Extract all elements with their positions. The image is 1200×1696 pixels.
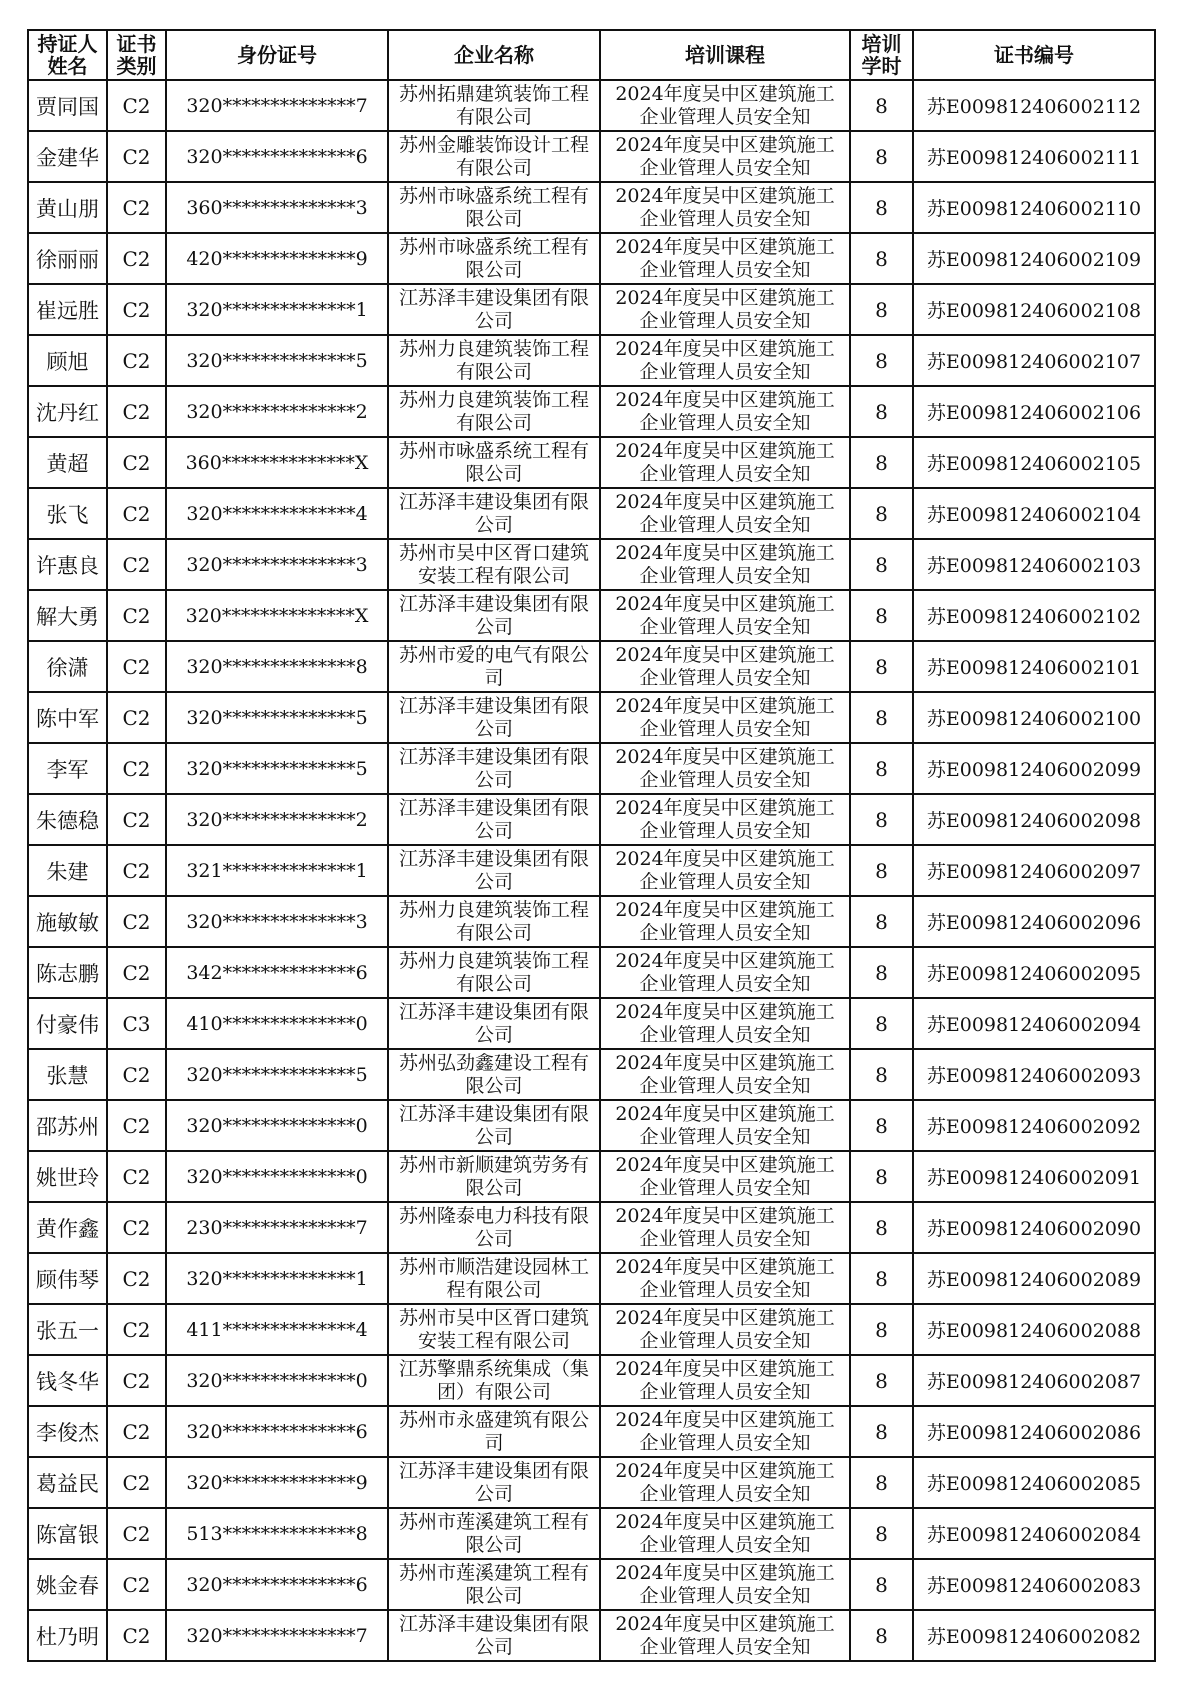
table-row bbox=[28, 1610, 1155, 1661]
cert-number-cell: 苏E009812406002088 bbox=[913, 1304, 1155, 1355]
company-cell: 江苏泽丰建设集团有限公司 bbox=[388, 794, 600, 845]
company-cell: 苏州市吴中区胥口建筑安装工程有限公司 bbox=[388, 1304, 600, 1355]
table-row bbox=[28, 1406, 1155, 1457]
id-number-cell: 320**************X bbox=[166, 590, 388, 641]
holder-name-cell: 李俊杰 bbox=[28, 1406, 107, 1457]
cert-number-cell: 苏E009812406002109 bbox=[913, 233, 1155, 284]
cert-number-cell: 苏E009812406002085 bbox=[913, 1457, 1155, 1508]
cert-type-cell: C2 bbox=[107, 896, 166, 947]
hours-cell: 8 bbox=[850, 233, 913, 284]
cert-type-cell: C2 bbox=[107, 1100, 166, 1151]
hours-cell: 8 bbox=[850, 488, 913, 539]
id-number-cell: 320**************0 bbox=[166, 1355, 388, 1406]
company-cell: 苏州市永盛建筑有限公司 bbox=[388, 1406, 600, 1457]
id-number-cell: 320**************7 bbox=[166, 80, 388, 131]
holder-name-cell: 杜乃明 bbox=[28, 1610, 107, 1661]
holder-name-cell: 陈中军 bbox=[28, 692, 107, 743]
holder-name-cell: 钱冬华 bbox=[28, 1355, 107, 1406]
id-number-cell: 320**************9 bbox=[166, 1457, 388, 1508]
course-cell: 2024年度吴中区建筑施工企业管理人员安全知 bbox=[600, 335, 850, 386]
course-cell: 2024年度吴中区建筑施工企业管理人员安全知 bbox=[600, 998, 850, 1049]
holder-name-cell: 葛益民 bbox=[28, 1457, 107, 1508]
table-row bbox=[28, 284, 1155, 335]
hours-cell: 8 bbox=[850, 641, 913, 692]
table-row bbox=[28, 896, 1155, 947]
id-number-cell: 320**************0 bbox=[166, 1100, 388, 1151]
company-cell: 苏州市爱的电气有限公司 bbox=[388, 641, 600, 692]
hours-cell: 8 bbox=[850, 335, 913, 386]
header-cert-type: 证书 类别 bbox=[107, 30, 166, 80]
header-row bbox=[28, 30, 1155, 80]
course-cell: 2024年度吴中区建筑施工企业管理人员安全知 bbox=[600, 743, 850, 794]
holder-name-cell: 崔远胜 bbox=[28, 284, 107, 335]
cert-number-cell: 苏E009812406002089 bbox=[913, 1253, 1155, 1304]
cert-type-cell: C2 bbox=[107, 386, 166, 437]
company-cell: 苏州市莲溪建筑工程有限公司 bbox=[388, 1559, 600, 1610]
course-cell: 2024年度吴中区建筑施工企业管理人员安全知 bbox=[600, 1508, 850, 1559]
company-cell: 苏州市莲溪建筑工程有限公司 bbox=[388, 1508, 600, 1559]
course-cell: 2024年度吴中区建筑施工企业管理人员安全知 bbox=[600, 539, 850, 590]
hours-cell: 8 bbox=[850, 743, 913, 794]
table-row bbox=[28, 1100, 1155, 1151]
course-cell: 2024年度吴中区建筑施工企业管理人员安全知 bbox=[600, 1151, 850, 1202]
table-row bbox=[28, 590, 1155, 641]
cert-number-cell: 苏E009812406002106 bbox=[913, 386, 1155, 437]
course-cell: 2024年度吴中区建筑施工企业管理人员安全知 bbox=[600, 947, 850, 998]
table-row bbox=[28, 437, 1155, 488]
cert-number-cell: 苏E009812406002103 bbox=[913, 539, 1155, 590]
table-row bbox=[28, 1151, 1155, 1202]
cert-number-cell: 苏E009812406002086 bbox=[913, 1406, 1155, 1457]
cert-type-cell: C2 bbox=[107, 1610, 166, 1661]
cert-type-cell: C2 bbox=[107, 1559, 166, 1610]
cert-type-cell: C2 bbox=[107, 692, 166, 743]
cert-type-cell: C2 bbox=[107, 1457, 166, 1508]
course-cell: 2024年度吴中区建筑施工企业管理人员安全知 bbox=[600, 80, 850, 131]
cert-number-cell: 苏E009812406002108 bbox=[913, 284, 1155, 335]
hours-cell: 8 bbox=[850, 539, 913, 590]
hours-cell: 8 bbox=[850, 1100, 913, 1151]
cert-type-cell: C2 bbox=[107, 488, 166, 539]
holder-name-cell: 解大勇 bbox=[28, 590, 107, 641]
table-row bbox=[28, 1049, 1155, 1100]
cert-number-cell: 苏E009812406002112 bbox=[913, 80, 1155, 131]
cert-type-cell: C2 bbox=[107, 539, 166, 590]
hours-cell: 8 bbox=[850, 182, 913, 233]
company-cell: 苏州弘劲鑫建设工程有限公司 bbox=[388, 1049, 600, 1100]
company-cell: 江苏擎鼎系统集成（集团）有限公司 bbox=[388, 1355, 600, 1406]
cert-type-cell: C2 bbox=[107, 1355, 166, 1406]
id-number-cell: 420**************9 bbox=[166, 233, 388, 284]
id-number-cell: 410**************0 bbox=[166, 998, 388, 1049]
company-cell: 江苏泽丰建设集团有限公司 bbox=[388, 998, 600, 1049]
cert-number-cell: 苏E009812406002090 bbox=[913, 1202, 1155, 1253]
table-row bbox=[28, 1559, 1155, 1610]
course-cell: 2024年度吴中区建筑施工企业管理人员安全知 bbox=[600, 896, 850, 947]
holder-name-cell: 沈丹红 bbox=[28, 386, 107, 437]
table-row bbox=[28, 947, 1155, 998]
holder-name-cell: 徐潇 bbox=[28, 641, 107, 692]
holder-name-cell: 黄作鑫 bbox=[28, 1202, 107, 1253]
id-number-cell: 320**************8 bbox=[166, 641, 388, 692]
id-number-cell: 320**************5 bbox=[166, 743, 388, 794]
table-row bbox=[28, 335, 1155, 386]
company-cell: 苏州市咏盛系统工程有限公司 bbox=[388, 437, 600, 488]
table-row bbox=[28, 539, 1155, 590]
course-cell: 2024年度吴中区建筑施工企业管理人员安全知 bbox=[600, 1049, 850, 1100]
cert-type-cell: C2 bbox=[107, 80, 166, 131]
id-number-cell: 320**************6 bbox=[166, 1559, 388, 1610]
cert-number-cell: 苏E009812406002104 bbox=[913, 488, 1155, 539]
cert-type-cell: C2 bbox=[107, 743, 166, 794]
company-cell: 苏州市顺浩建设园林工程有限公司 bbox=[388, 1253, 600, 1304]
holder-name-cell: 顾旭 bbox=[28, 335, 107, 386]
cert-number-cell: 苏E009812406002107 bbox=[913, 335, 1155, 386]
company-cell: 苏州市新顺建筑劳务有限公司 bbox=[388, 1151, 600, 1202]
header-holder-name: 持证人 姓名 bbox=[28, 30, 107, 80]
id-number-cell: 320**************3 bbox=[166, 539, 388, 590]
company-cell: 江苏泽丰建设集团有限公司 bbox=[388, 488, 600, 539]
cert-type-cell: C2 bbox=[107, 1202, 166, 1253]
cert-type-cell: C3 bbox=[107, 998, 166, 1049]
hours-cell: 8 bbox=[850, 1457, 913, 1508]
course-cell: 2024年度吴中区建筑施工企业管理人员安全知 bbox=[600, 1559, 850, 1610]
cert-number-cell: 苏E009812406002110 bbox=[913, 182, 1155, 233]
id-number-cell: 320**************5 bbox=[166, 692, 388, 743]
holder-name-cell: 张五一 bbox=[28, 1304, 107, 1355]
id-number-cell: 513**************8 bbox=[166, 1508, 388, 1559]
id-number-cell: 320**************1 bbox=[166, 284, 388, 335]
holder-name-cell: 施敏敏 bbox=[28, 896, 107, 947]
hours-cell: 8 bbox=[850, 1304, 913, 1355]
id-number-cell: 411**************4 bbox=[166, 1304, 388, 1355]
course-cell: 2024年度吴中区建筑施工企业管理人员安全知 bbox=[600, 1610, 850, 1661]
id-number-cell: 320**************1 bbox=[166, 1253, 388, 1304]
header-hours: 培训 学时 bbox=[850, 30, 913, 80]
hours-cell: 8 bbox=[850, 692, 913, 743]
hours-cell: 8 bbox=[850, 947, 913, 998]
holder-name-cell: 朱建 bbox=[28, 845, 107, 896]
company-cell: 江苏泽丰建设集团有限公司 bbox=[388, 845, 600, 896]
course-cell: 2024年度吴中区建筑施工企业管理人员安全知 bbox=[600, 1355, 850, 1406]
course-cell: 2024年度吴中区建筑施工企业管理人员安全知 bbox=[600, 1304, 850, 1355]
id-number-cell: 320**************2 bbox=[166, 386, 388, 437]
hours-cell: 8 bbox=[850, 1202, 913, 1253]
cert-number-cell: 苏E009812406002101 bbox=[913, 641, 1155, 692]
course-cell: 2024年度吴中区建筑施工企业管理人员安全知 bbox=[600, 641, 850, 692]
cert-type-cell: C2 bbox=[107, 1406, 166, 1457]
table-row bbox=[28, 80, 1155, 131]
course-cell: 2024年度吴中区建筑施工企业管理人员安全知 bbox=[600, 794, 850, 845]
id-number-cell: 342**************6 bbox=[166, 947, 388, 998]
company-cell: 苏州力良建筑装饰工程有限公司 bbox=[388, 896, 600, 947]
hours-cell: 8 bbox=[850, 1559, 913, 1610]
company-cell: 苏州拓鼎建筑装饰工程有限公司 bbox=[388, 80, 600, 131]
hours-cell: 8 bbox=[850, 590, 913, 641]
hours-cell: 8 bbox=[850, 1508, 913, 1559]
table-row bbox=[28, 1457, 1155, 1508]
holder-name-cell: 贾同国 bbox=[28, 80, 107, 131]
holder-name-cell: 张慧 bbox=[28, 1049, 107, 1100]
course-cell: 2024年度吴中区建筑施工企业管理人员安全知 bbox=[600, 284, 850, 335]
id-number-cell: 320**************2 bbox=[166, 794, 388, 845]
id-number-cell: 320**************5 bbox=[166, 1049, 388, 1100]
id-number-cell: 360**************3 bbox=[166, 182, 388, 233]
cert-type-cell: C2 bbox=[107, 590, 166, 641]
id-number-cell: 321**************1 bbox=[166, 845, 388, 896]
cert-number-cell: 苏E009812406002083 bbox=[913, 1559, 1155, 1610]
cert-number-cell: 苏E009812406002099 bbox=[913, 743, 1155, 794]
company-cell: 苏州力良建筑装饰工程有限公司 bbox=[388, 947, 600, 998]
holder-name-cell: 姚世玲 bbox=[28, 1151, 107, 1202]
company-cell: 江苏泽丰建设集团有限公司 bbox=[388, 1100, 600, 1151]
cert-number-cell: 苏E009812406002102 bbox=[913, 590, 1155, 641]
holder-name-cell: 朱德稳 bbox=[28, 794, 107, 845]
course-cell: 2024年度吴中区建筑施工企业管理人员安全知 bbox=[600, 488, 850, 539]
table-row bbox=[28, 1304, 1155, 1355]
company-cell: 江苏泽丰建设集团有限公司 bbox=[388, 284, 600, 335]
holder-name-cell: 黄山朋 bbox=[28, 182, 107, 233]
cert-type-cell: C2 bbox=[107, 641, 166, 692]
cert-number-cell: 苏E009812406002091 bbox=[913, 1151, 1155, 1202]
cert-type-cell: C2 bbox=[107, 284, 166, 335]
course-cell: 2024年度吴中区建筑施工企业管理人员安全知 bbox=[600, 1457, 850, 1508]
cert-number-cell: 苏E009812406002097 bbox=[913, 845, 1155, 896]
id-number-cell: 320**************3 bbox=[166, 896, 388, 947]
cert-type-cell: C2 bbox=[107, 1151, 166, 1202]
header-company: 企业名称 bbox=[388, 30, 600, 80]
header-cert-number: 证书编号 bbox=[913, 30, 1155, 80]
cert-number-cell: 苏E009812406002111 bbox=[913, 131, 1155, 182]
cert-number-cell: 苏E009812406002105 bbox=[913, 437, 1155, 488]
holder-name-cell: 陈富银 bbox=[28, 1508, 107, 1559]
cert-type-cell: C2 bbox=[107, 1049, 166, 1100]
hours-cell: 8 bbox=[850, 437, 913, 488]
table-row bbox=[28, 1508, 1155, 1559]
hours-cell: 8 bbox=[850, 284, 913, 335]
holder-name-cell: 张飞 bbox=[28, 488, 107, 539]
cert-type-cell: C2 bbox=[107, 1304, 166, 1355]
course-cell: 2024年度吴中区建筑施工企业管理人员安全知 bbox=[600, 1406, 850, 1457]
hours-cell: 8 bbox=[850, 131, 913, 182]
company-cell: 江苏泽丰建设集团有限公司 bbox=[388, 743, 600, 794]
holder-name-cell: 邵苏州 bbox=[28, 1100, 107, 1151]
cert-number-cell: 苏E009812406002098 bbox=[913, 794, 1155, 845]
company-cell: 江苏泽丰建设集团有限公司 bbox=[388, 1610, 600, 1661]
hours-cell: 8 bbox=[850, 896, 913, 947]
cert-type-cell: C2 bbox=[107, 233, 166, 284]
course-cell: 2024年度吴中区建筑施工企业管理人员安全知 bbox=[600, 1253, 850, 1304]
company-cell: 江苏泽丰建设集团有限公司 bbox=[388, 692, 600, 743]
hours-cell: 8 bbox=[850, 386, 913, 437]
id-number-cell: 320**************4 bbox=[166, 488, 388, 539]
holder-name-cell: 黄超 bbox=[28, 437, 107, 488]
cert-type-cell: C2 bbox=[107, 794, 166, 845]
hours-cell: 8 bbox=[850, 1253, 913, 1304]
table-row bbox=[28, 131, 1155, 182]
company-cell: 江苏泽丰建设集团有限公司 bbox=[388, 590, 600, 641]
table-body bbox=[28, 80, 1155, 1661]
holder-name-cell: 李军 bbox=[28, 743, 107, 794]
cert-number-cell: 苏E009812406002095 bbox=[913, 947, 1155, 998]
table-row bbox=[28, 641, 1155, 692]
company-cell: 江苏泽丰建设集团有限公司 bbox=[388, 1457, 600, 1508]
course-cell: 2024年度吴中区建筑施工企业管理人员安全知 bbox=[600, 1100, 850, 1151]
cert-type-cell: C2 bbox=[107, 437, 166, 488]
table-row bbox=[28, 794, 1155, 845]
hours-cell: 8 bbox=[850, 1610, 913, 1661]
table-row bbox=[28, 692, 1155, 743]
company-cell: 苏州市咏盛系统工程有限公司 bbox=[388, 233, 600, 284]
cert-type-cell: C2 bbox=[107, 1253, 166, 1304]
id-number-cell: 320**************7 bbox=[166, 1610, 388, 1661]
id-number-cell: 320**************6 bbox=[166, 131, 388, 182]
cert-type-cell: C2 bbox=[107, 131, 166, 182]
company-cell: 苏州力良建筑装饰工程有限公司 bbox=[388, 386, 600, 437]
course-cell: 2024年度吴中区建筑施工企业管理人员安全知 bbox=[600, 386, 850, 437]
company-cell: 苏州力良建筑装饰工程有限公司 bbox=[388, 335, 600, 386]
cert-type-cell: C2 bbox=[107, 1508, 166, 1559]
cert-number-cell: 苏E009812406002096 bbox=[913, 896, 1155, 947]
cert-type-cell: C2 bbox=[107, 335, 166, 386]
id-number-cell: 320**************5 bbox=[166, 335, 388, 386]
course-cell: 2024年度吴中区建筑施工企业管理人员安全知 bbox=[600, 131, 850, 182]
cert-type-cell: C2 bbox=[107, 947, 166, 998]
hours-cell: 8 bbox=[850, 1049, 913, 1100]
cert-number-cell: 苏E009812406002093 bbox=[913, 1049, 1155, 1100]
header-course: 培训课程 bbox=[600, 30, 850, 80]
holder-name-cell: 徐丽丽 bbox=[28, 233, 107, 284]
table-row bbox=[28, 182, 1155, 233]
table-row bbox=[28, 998, 1155, 1049]
hours-cell: 8 bbox=[850, 845, 913, 896]
hours-cell: 8 bbox=[850, 1406, 913, 1457]
cert-number-cell: 苏E009812406002082 bbox=[913, 1610, 1155, 1661]
cert-type-cell: C2 bbox=[107, 845, 166, 896]
table-row bbox=[28, 488, 1155, 539]
company-cell: 苏州金雕装饰设计工程有限公司 bbox=[388, 131, 600, 182]
id-number-cell: 360**************X bbox=[166, 437, 388, 488]
table-row bbox=[28, 743, 1155, 794]
cert-number-cell: 苏E009812406002087 bbox=[913, 1355, 1155, 1406]
company-cell: 苏州市吴中区胥口建筑安装工程有限公司 bbox=[388, 539, 600, 590]
holder-name-cell: 付豪伟 bbox=[28, 998, 107, 1049]
table-row bbox=[28, 1202, 1155, 1253]
course-cell: 2024年度吴中区建筑施工企业管理人员安全知 bbox=[600, 590, 850, 641]
table-row bbox=[28, 1253, 1155, 1304]
header-id-number: 身份证号 bbox=[166, 30, 388, 80]
cert-number-cell: 苏E009812406002092 bbox=[913, 1100, 1155, 1151]
cert-number-cell: 苏E009812406002094 bbox=[913, 998, 1155, 1049]
company-cell: 苏州市咏盛系统工程有限公司 bbox=[388, 182, 600, 233]
id-number-cell: 230**************7 bbox=[166, 1202, 388, 1253]
table-row bbox=[28, 845, 1155, 896]
hours-cell: 8 bbox=[850, 794, 913, 845]
course-cell: 2024年度吴中区建筑施工企业管理人员安全知 bbox=[600, 1202, 850, 1253]
company-cell: 苏州隆泰电力科技有限公司 bbox=[388, 1202, 600, 1253]
table-row bbox=[28, 1355, 1155, 1406]
table-row bbox=[28, 233, 1155, 284]
table-row bbox=[28, 386, 1155, 437]
hours-cell: 8 bbox=[850, 998, 913, 1049]
hours-cell: 8 bbox=[850, 1151, 913, 1202]
cert-number-cell: 苏E009812406002084 bbox=[913, 1508, 1155, 1559]
course-cell: 2024年度吴中区建筑施工企业管理人员安全知 bbox=[600, 845, 850, 896]
cert-number-cell: 苏E009812406002100 bbox=[913, 692, 1155, 743]
hours-cell: 8 bbox=[850, 80, 913, 131]
cert-type-cell: C2 bbox=[107, 182, 166, 233]
holder-name-cell: 陈志鹏 bbox=[28, 947, 107, 998]
course-cell: 2024年度吴中区建筑施工企业管理人员安全知 bbox=[600, 182, 850, 233]
holder-name-cell: 金建华 bbox=[28, 131, 107, 182]
id-number-cell: 320**************6 bbox=[166, 1406, 388, 1457]
holder-name-cell: 许惠良 bbox=[28, 539, 107, 590]
id-number-cell: 320**************0 bbox=[166, 1151, 388, 1202]
course-cell: 2024年度吴中区建筑施工企业管理人员安全知 bbox=[600, 233, 850, 284]
certificate-table bbox=[27, 29, 1156, 1662]
holder-name-cell: 顾伟琴 bbox=[28, 1253, 107, 1304]
course-cell: 2024年度吴中区建筑施工企业管理人员安全知 bbox=[600, 437, 850, 488]
hours-cell: 8 bbox=[850, 1355, 913, 1406]
course-cell: 2024年度吴中区建筑施工企业管理人员安全知 bbox=[600, 692, 850, 743]
holder-name-cell: 姚金春 bbox=[28, 1559, 107, 1610]
